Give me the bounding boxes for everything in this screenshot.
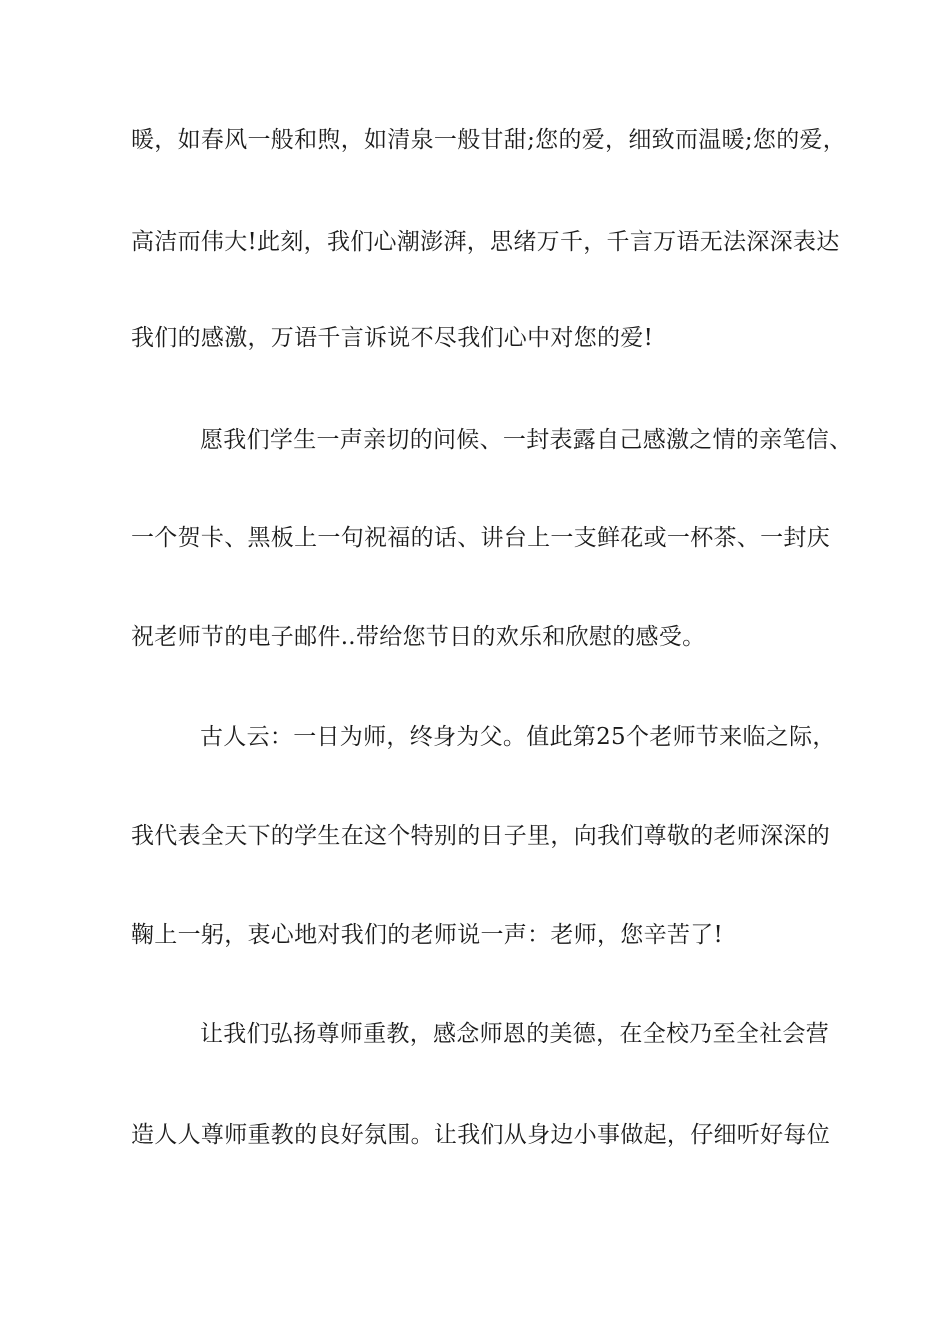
paragraph-line: 暖，如春风一般和煦，如清泉一般甘甜;您的爱，细致而温暖;您的爱， (131, 127, 847, 153)
paragraph-line: 古人云：一日为师，终身为父。值此第25个老师节来临之际， (200, 724, 836, 750)
paragraph-line: 祝老师节的电子邮件..带给您节日的欢乐和欣慰的感受。 (131, 624, 706, 650)
paragraph-line: 我们的感激，万语千言诉说不尽我们心中对您的爱! (131, 325, 654, 351)
paragraph-line: 一个贺卡、黑板上一句祝福的话、讲台上一支鲜花或一杯茶、一封庆 (131, 525, 830, 551)
paragraph-line: 我代表全天下的学生在这个特别的日子里，向我们尊敬的老师深深的 (131, 823, 830, 849)
paragraph-line: 让我们弘扬尊师重教，感念师恩的美德，在全校乃至全社会营 (200, 1021, 830, 1047)
paragraph-line: 愿我们学生一声亲切的问候、一封表露自己感激之情的亲笔信、 (200, 427, 853, 453)
paragraph-line: 鞠上一躬，衷心地对我们的老师说一声：老师，您辛苦了! (131, 922, 724, 948)
paragraph-line: 高洁而伟大!此刻，我们心潮澎湃，思绪万千，千言万语无法深深表达 (131, 229, 840, 255)
paragraph-line: 造人人尊师重教的良好氛围。让我们从身边小事做起，仔细听好每位 (131, 1122, 830, 1148)
